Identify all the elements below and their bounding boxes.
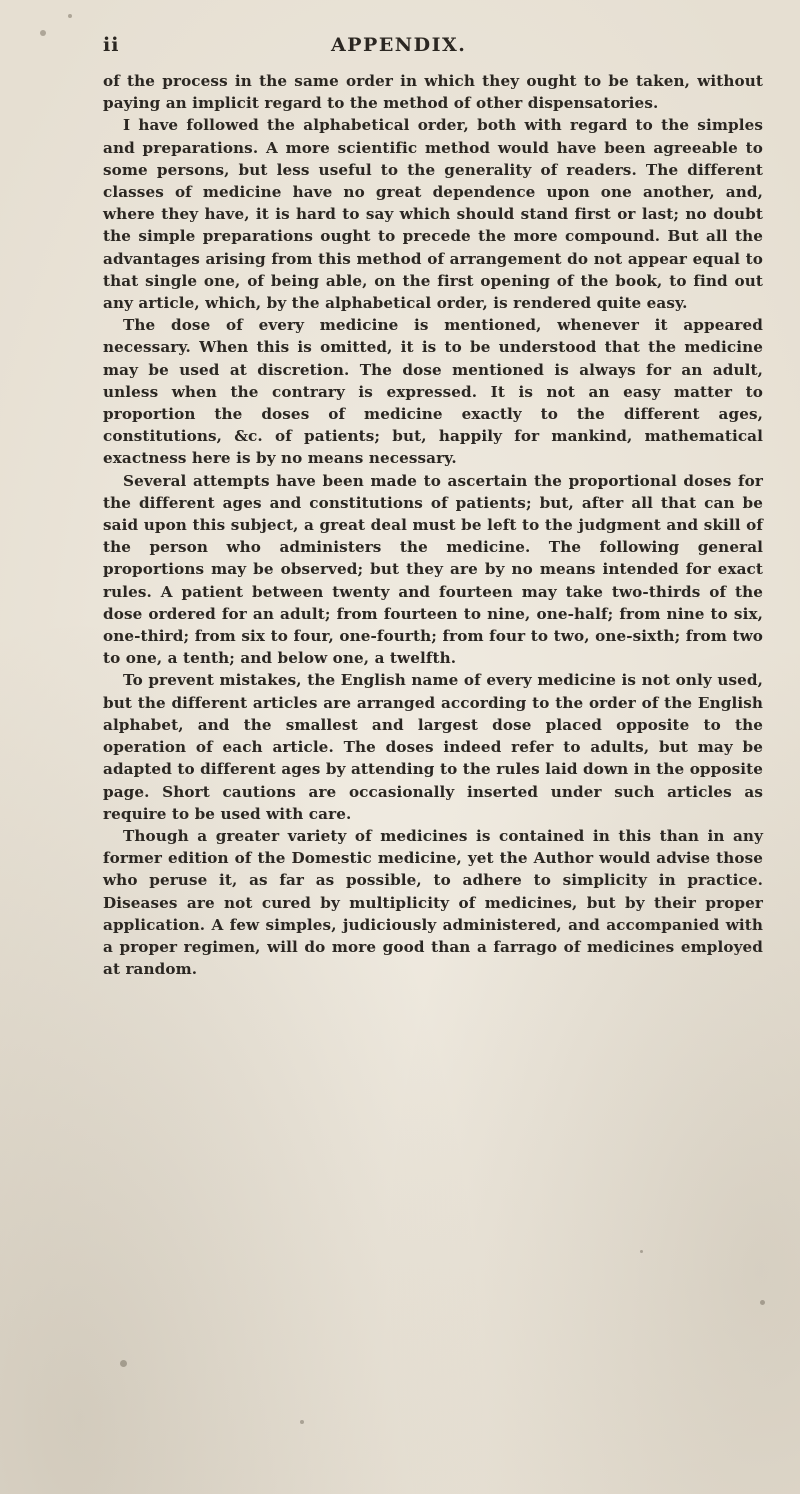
running-title: APPENDIX.	[331, 34, 467, 56]
paragraph: I have followed the alphabetical order, both with regard to the simples and preparations. A more scientific method would have been agreeable to some persons, but less useful to the generality of readers. The different classes of medicine have no great dependence upon one another, and, where they have, it is hard to say which should stand first or last; no doubt the simple preparations ought to precede the more compound. But all the advantages arising from this method of arrangement do not appear equal to that single one, of being able, on the first opening of the book, to find out any article, which, by the alphabetical order, is rendered quite easy.	[103, 116, 763, 313]
paragraph: of the process in the same order in which they ought to be taken, without paying an implicit regard to the method of other dispensatories.	[103, 72, 763, 113]
paper-speck	[760, 1300, 765, 1305]
paper-speck	[640, 1250, 643, 1253]
body-text	[103, 70, 763, 980]
paper-speck	[300, 1420, 304, 1424]
paragraph: Though a greater variety of medicines is contained in this than in any former edition of the Domestic medicine, yet the Author would advise those who peruse it, as far as possible, to adhere to simplicity in practice. Diseases are not cured by multiplicity of medicines, but by their proper application. A few simples, judiciously administered, and accompanied with a proper regimen, will do more good than a farrago of medicines employed at random.	[103, 826, 763, 979]
page-header	[103, 34, 752, 62]
paragraph: Several attempts have been made to ascertain the proportional doses for the different ages and constitutions of patients; but, after all that can be said upon this subject, a great deal must be left to the judgment and skill of the person who administers the medicine. The following general proportions may be observed; but they are by no means intended for exact rules. A patient between twenty and fourteen may take two-thirds of the dose ordered for an adult; from fourteen to nine, one-half; from nine to six, one-third; from six to four, one-fourth; from four to two, one-sixth; from two to one, a tenth; and below one, a twelfth.	[103, 471, 763, 668]
paper-speck	[120, 1360, 127, 1367]
page-number: ii	[103, 34, 120, 56]
paragraph: The dose of every medicine is mentioned, whenever it appeared necessary. When this is omitted, it is to be understood that the medicine may be used at discretion. The dose mentioned is always for an adult, unless when the contrary is expressed. It is not an easy matter to proportion the doses of medicine exactly to the different ages, constitutions, &c. of patients; but, happily for mankind, mathematical exactness here is by no means necessary.	[103, 316, 763, 468]
paper-speck	[40, 30, 46, 36]
paper-speck	[68, 14, 72, 18]
paragraph: To prevent mistakes, the English name of every medicine is not only used, but the different articles are arranged according to the order of the English alphabet, and the smallest and largest dose placed opposite to the operation of each article. The doses indeed refer to adults, but may be adapted to different ages by attending to the rules laid down in the opposite page. Short cautions are occasionally inserted under such articles as require to be used with care.	[103, 671, 763, 823]
